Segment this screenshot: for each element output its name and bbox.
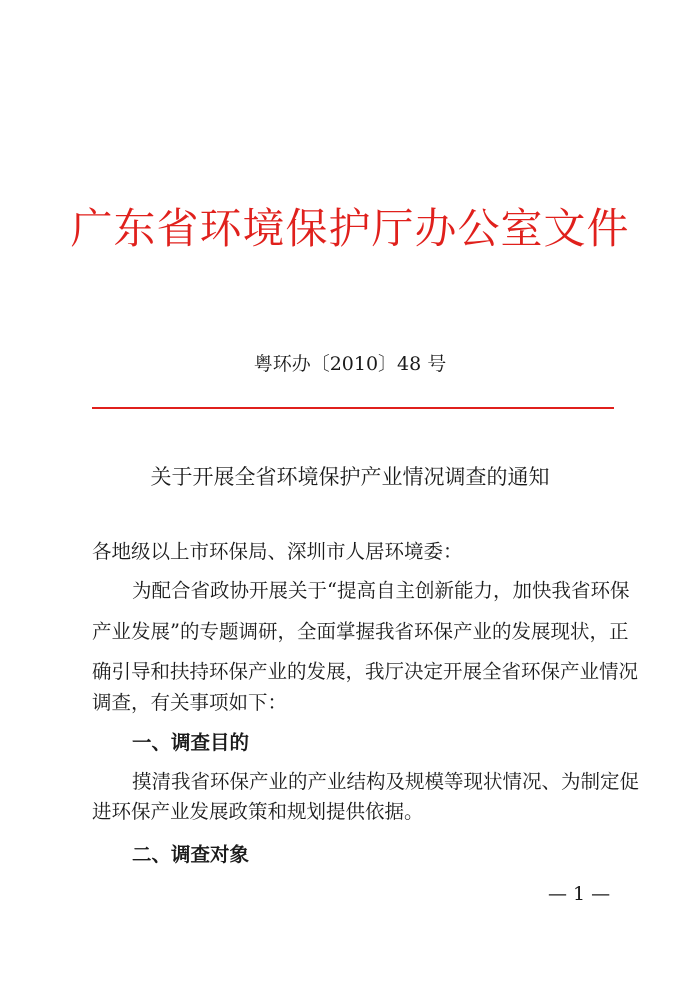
document-header-title: 广东省环境保护厅办公室文件	[70, 204, 630, 253]
section-heading-purpose: 一、调查目的	[132, 731, 250, 754]
page-number: — 1 —	[548, 883, 611, 905]
paragraph-line: 调查，有关事项如下：	[92, 691, 288, 714]
red-divider-line	[92, 407, 614, 409]
section-heading-target: 二、调查对象	[132, 843, 250, 866]
paragraph-line: 为配合省政协开展关于“提高自主创新能力，加快我省环保	[132, 579, 630, 602]
paragraph-line: 摸清我省环保产业的产业结构及规模等现状情况、为制定促	[132, 770, 640, 793]
paragraph-line: 确引导和扶持环保产业的发展，我厅决定开展全省环保产业情况	[92, 660, 639, 683]
notice-title: 关于开展全省环境保护产业情况调查的通知	[150, 465, 550, 489]
paragraph-line: 产业发展”的专题调研，全面掌握我省环保产业的发展现状，正	[92, 620, 629, 643]
document-number: 粤环办〔2010〕48 号	[253, 353, 447, 375]
salutation: 各地级以上市环保局、深圳市人居环境委：	[92, 540, 463, 563]
paragraph-line: 进环保产业发展政策和规划提供依据。	[92, 800, 424, 823]
